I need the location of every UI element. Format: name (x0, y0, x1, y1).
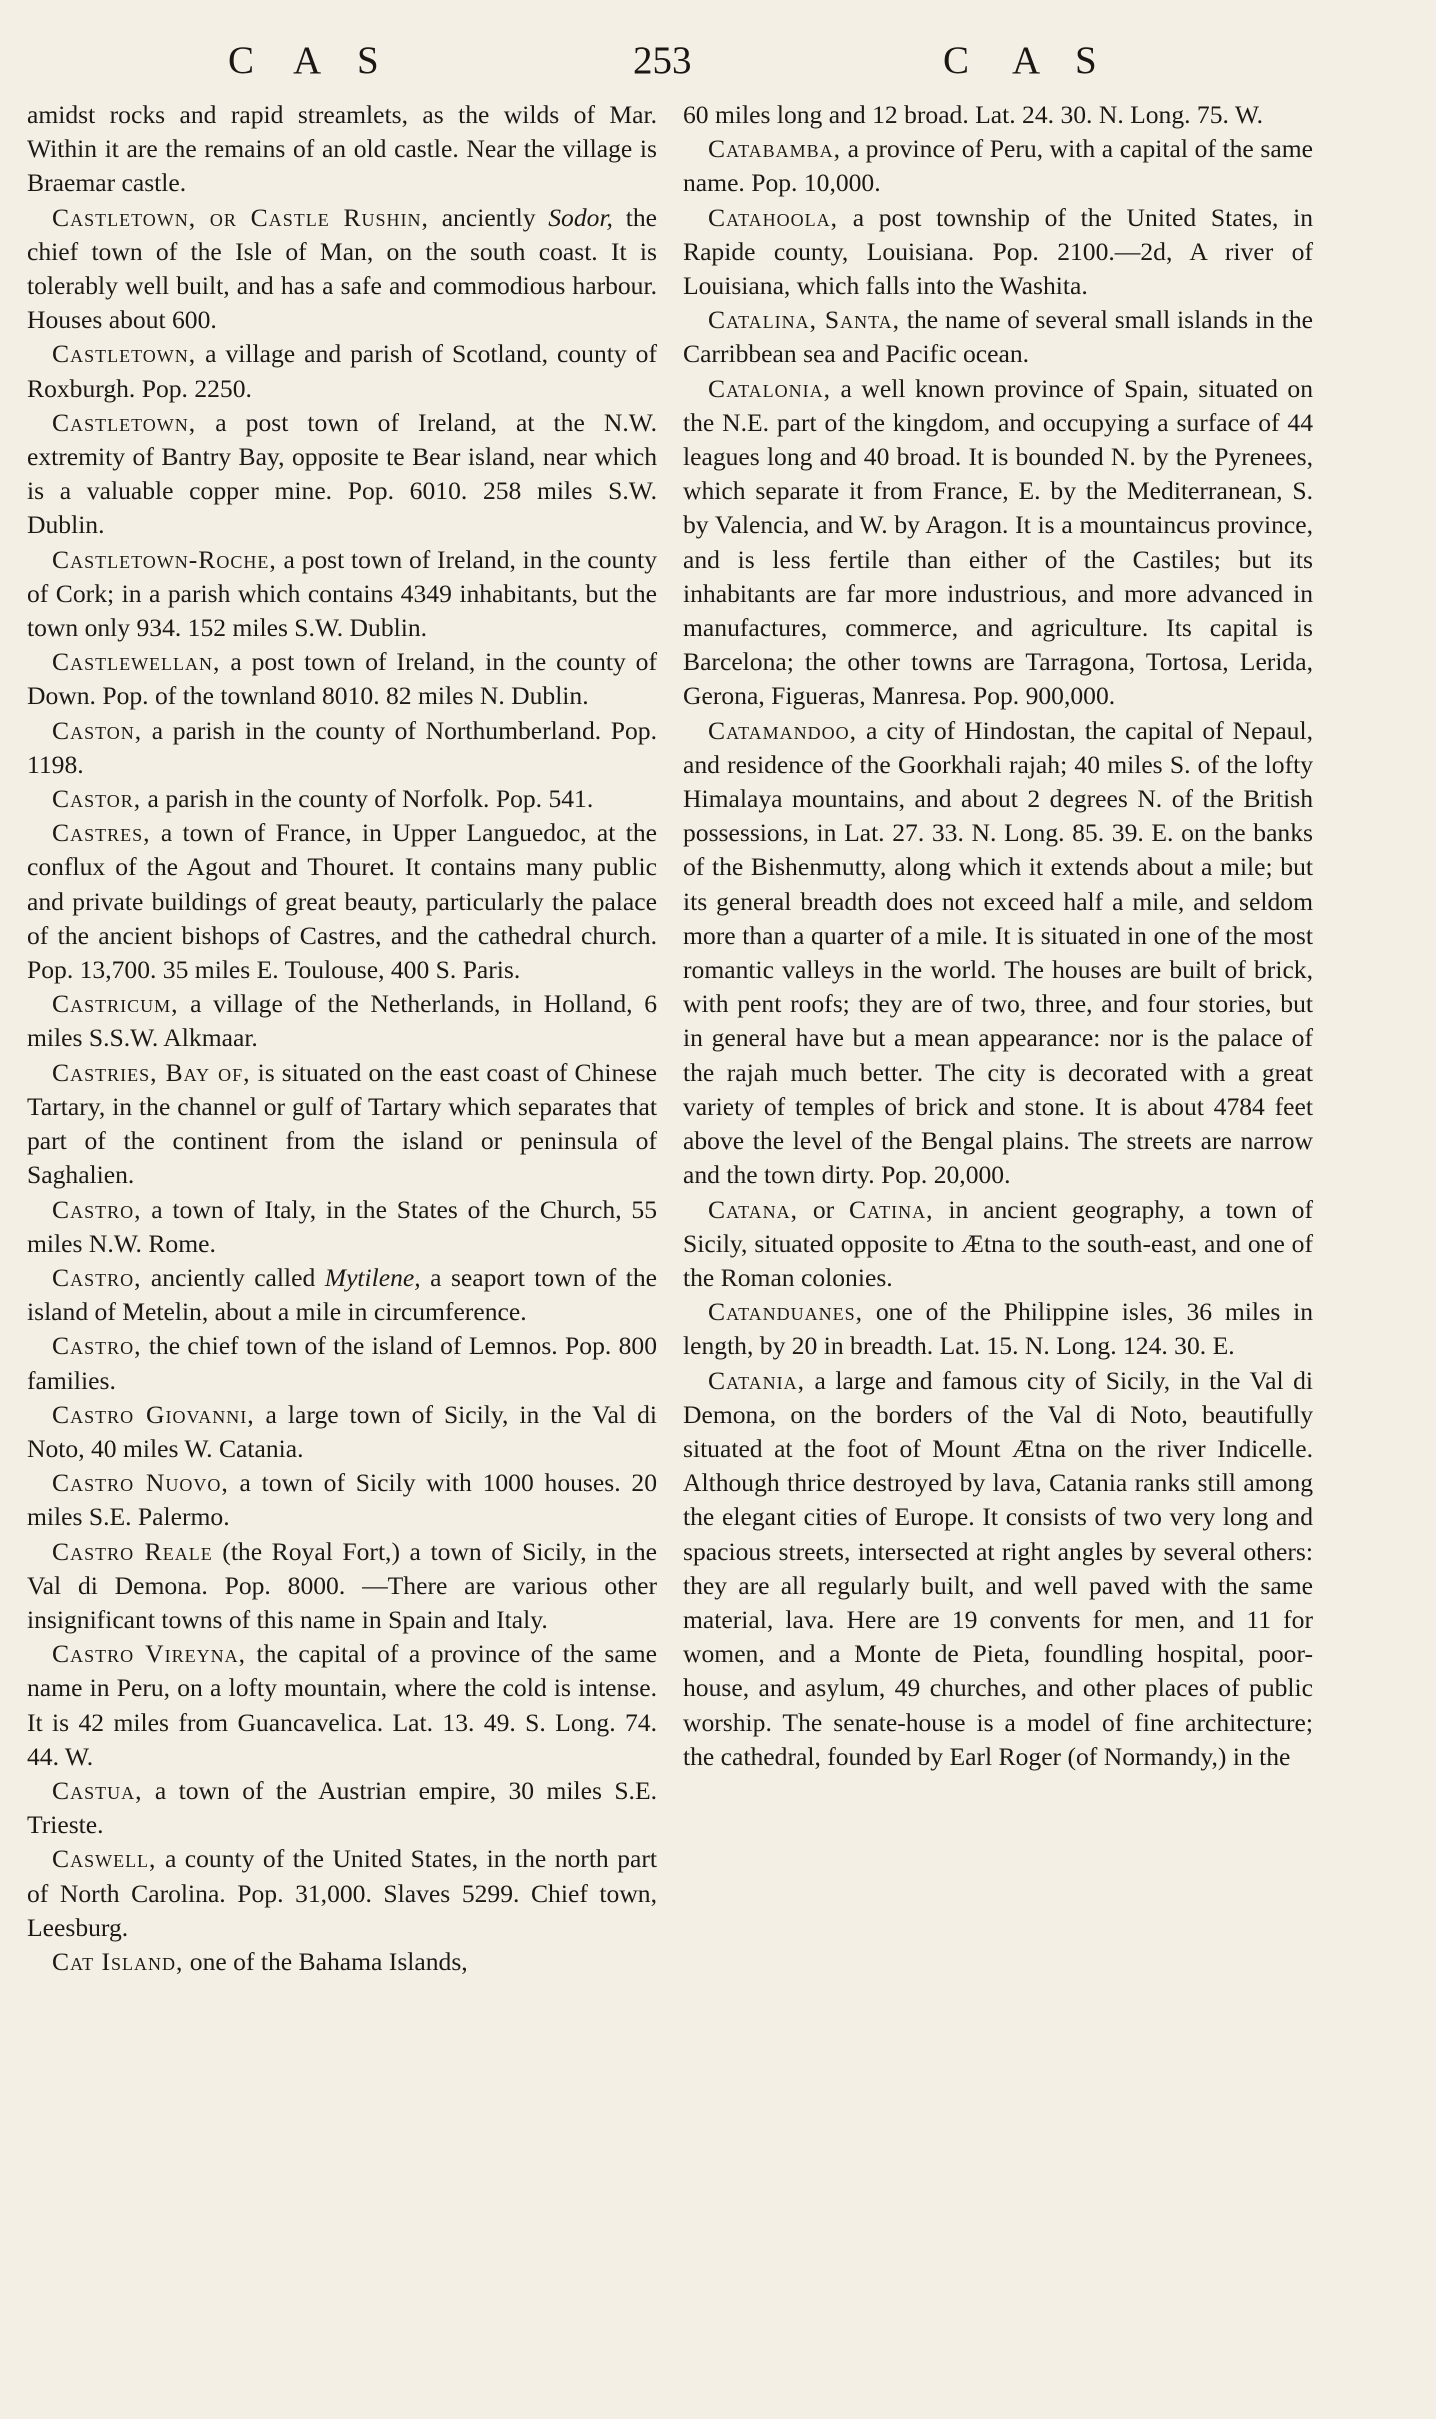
gazetteer-entry (683, 303, 1313, 371)
entry-text: a post town of Ireland, at the N.W. extremity of Bantry Bay, opposite te Bear island, near which is a valuable copper mine. Pop. 6010. 258 miles S.W. Dublin. (27, 407, 657, 540)
gazetteer-entry (27, 543, 657, 646)
entry-text: the chief town of the island of Lemnos. Pop. 800 families. (27, 1331, 657, 1395)
entry-headword: Catana, (708, 1194, 799, 1224)
gazetteer-entry (683, 201, 1313, 304)
entry-text: in ancient geography, a town of Sicily, situated opposite to Ætna to the south-east, and one of the Roman colonies. (683, 1194, 1313, 1292)
entry-text: anciently (428, 202, 549, 232)
entry-headword: Castro Nuovo, (52, 1468, 229, 1498)
entry-text: a village of the Netherlands, in Holland, 6 miles S.S.W. Alkmaar. (27, 989, 657, 1053)
gazetteer-entry (27, 1261, 657, 1329)
entry-headword: Castres, (52, 818, 151, 848)
header-letter: C (228, 39, 255, 82)
left-column (27, 98, 657, 1979)
header-letter: S (1075, 39, 1097, 82)
gazetteer-entry (27, 337, 657, 405)
entry-headword: Catania, (708, 1365, 806, 1395)
gazetteer-entry (27, 1945, 657, 1979)
entry-text: amidst rocks and rapid streamlets, as the wilds of Mar. Within it are the remains of an old castle. Near the village is Braemar castle. (27, 100, 657, 198)
entry-headword: Castletown, or Castle Rushin, (52, 202, 429, 232)
gazetteer-entry (27, 1774, 657, 1842)
gazetteer-entry (27, 987, 657, 1055)
entry-text: 60 miles long and 12 broad. Lat. 24. 30. N. Long. 75. W. (683, 100, 1264, 129)
entry-headword: Castro, (52, 1194, 142, 1224)
entry-italic: Sodor, (548, 202, 613, 232)
entry-text: a parish in the county of Northumberland. Pop. 1198. (27, 715, 657, 779)
entry-text: a parish in the county of Norfolk. Pop. 541. (141, 784, 594, 814)
entry-headword: Catanduanes, (708, 1297, 864, 1327)
gazetteer-entry (27, 1535, 657, 1638)
page-number: 253 (633, 39, 692, 82)
header-letter: A (293, 39, 322, 82)
entry-headword: Castletown, (52, 407, 197, 437)
entry-text: the capital of a province of the same name in Peru, on a lofty mountain, where the cold is intense. It is 42 miles from Guancavelica. Lat. 13. 49. S. Long. 74. 44. W. (27, 1639, 658, 1771)
entry-headword: Catamandoo, (708, 715, 858, 745)
entry-text: (the Royal Fort,) a town of Sicily, in the Val di Demona. Pop. 8000. —There are various other insignificant towns of this name in Spain and Italy. (27, 1536, 657, 1634)
entry-headword: Catalonia, (708, 373, 832, 403)
gazetteer-entry (683, 372, 1313, 714)
gazetteer-entry (683, 98, 1313, 132)
entry-headword: Castries, Bay of, (52, 1057, 251, 1087)
entry-text: a county of the United States, in the north part of North Carolina. Pop. 31,000. Slaves 5299. Chief town, Leesburg. (27, 1844, 657, 1942)
entry-headword: Castro Giovanni, (52, 1399, 255, 1429)
entry-headword: Cat Island, (52, 1946, 184, 1976)
gazetteer-entry (27, 1398, 657, 1466)
header-letter: C (943, 39, 970, 82)
entry-text: a town of Italy, in the States of the Church, 55 miles N.W. Rome. (27, 1194, 657, 1258)
right-column (683, 98, 1313, 1774)
gazetteer-entry (683, 1295, 1313, 1363)
gazetteer-entry (27, 1637, 657, 1774)
entry-headword: Castro, (52, 1262, 142, 1292)
entry-text: a town of France, in Upper Languedoc, at the conflux of the Agout and Thouret. It contains many public and private buildings of great beauty, particularly the palace of the ancient bishops of Castres, and the cathedral church. Pop. 13,700. 35 miles E. Toulouse, 400 S. Paris. (27, 818, 657, 985)
entry-headword: Castletown-Roche, (52, 544, 277, 574)
entry-text: a post township of the United States, in Rapide county, Louisiana. Pop. 2100.—2d, A river of Louisiana, which falls into the Washita. (683, 202, 1313, 301)
entry-text: a well known province of Spain, situated on the N.E. part of the kingdom, and occupying a surface of 44 leagues long and 40 broad. It is bounded N. by the Pyrenees, which separate it from France, E. by the Mediterranean, S. by Valencia, and W. by Aragon. It is a mountaincus province, and is less fertile than either of the Castiles; but its inhabitants are far more industrious, and more advanced in manufactures, commerce, and agriculture. Its capital is Barcelona; the other towns are Tarragona, Tortosa, Lerida, Gerona, Figueras, Manresa. Pop. 900,000. (683, 373, 1313, 711)
gazetteer-entry (27, 406, 657, 543)
entry-headword: Castlewellan, (52, 647, 221, 677)
entry-headword: Catalina, Santa, (708, 305, 901, 335)
entry-headword: Catina, (849, 1194, 934, 1224)
entry-headword: Castletown, (52, 339, 197, 369)
entry-text: a province of Peru, with a capital of the same name. Pop. 10,000. (683, 134, 1313, 198)
entry-text: one of the Bahama Islands, (183, 1946, 468, 1976)
gazetteer-entry (27, 645, 657, 713)
gazetteer-entry (27, 816, 657, 987)
entry-headword: Castor, (52, 784, 142, 814)
gazetteer-entry (683, 714, 1313, 1193)
entry-text: the chief town of the Isle of Man, on the south coast. It is tolerably well built, and has a safe and commodious harbour. Houses about 600. (27, 202, 657, 335)
gazetteer-entry (683, 1364, 1313, 1774)
gazetteer-entry (683, 132, 1313, 200)
gazetteer-entry (27, 98, 657, 201)
entry-text: a town of Sicily with 1000 houses. 20 miles S.E. Palermo. (27, 1468, 657, 1532)
gazetteer-entry (27, 1193, 657, 1261)
entry-text: a town of the Austrian empire, 30 miles S.E. Trieste. (27, 1775, 657, 1840)
entry-text: or (798, 1194, 850, 1224)
entry-headword: Castricum, (52, 989, 179, 1019)
header-letter: A (1012, 39, 1041, 82)
running-header (0, 38, 1436, 88)
entry-text: a post town of Ireland, in the county of Cork; in a parish which contains 4349 inhabitants, but the town only 934. 152 miles S.W. Dublin. (27, 544, 657, 643)
entry-text: one of the Philippine isles, 36 miles in length, by 20 in breadth. Lat. 15. N. Long. 124. 30. E. (683, 1297, 1313, 1361)
gazetteer-entry (27, 1329, 657, 1397)
entry-text: a large town of Sicily, in the Val di Noto, 40 miles W. Catania. (27, 1399, 657, 1463)
entry-headword: Caston, (52, 715, 143, 745)
gazetteer-entry (27, 1466, 657, 1534)
entry-text: is situated on the east coast of Chinese Tartary, in the channel or gulf of Tartary which separates that part of the continent from the island or peninsula of Saghalien. (27, 1057, 657, 1190)
entry-headword: Castro Reale (52, 1536, 213, 1566)
entry-text: a seaport town of the island of Metelin, about a mile in circumference. (27, 1262, 657, 1327)
entry-headword: Castro Vireyna, (52, 1639, 247, 1669)
entry-headword: Catabamba, (708, 134, 842, 164)
gazetteer-entry (27, 201, 657, 338)
gazetteer-entry (683, 1193, 1313, 1296)
entry-headword: Catahoola, (708, 202, 839, 232)
entry-text: a village and parish of Scotland, county of Roxburgh. Pop. 2250. (27, 339, 657, 403)
entry-italic: Mytilene, (324, 1262, 421, 1292)
gazetteer-entry (27, 782, 657, 816)
entry-text: a city of Hindostan, the capital of Nepaul, and residence of the Goorkhali rajah; 40 miles S. of the lofty Himalaya mountains, and about 2 degrees N. of the British possessions, in Lat. 27. 33. N. Long. 85. 39. E. on the banks of the Bishenmutty, along which it extends about a mile; but its general breadth does not exceed half a mile, and seldom more than a quarter of a mile. It is situated in one of the most romantic valleys in the world. The houses are built of brick, with pent roofs; they are of two, three, and four stories, but in general have but a mean appearance: nor is the palace of the rajah much better. The city is decorated with a great variety of temples of brick and stone. It is about 4784 feet above the level of the Bengal plains. The streets are narrow and the town dirty. Pop. 20,000. (683, 715, 1313, 1190)
gazetteer-entry (27, 1056, 657, 1193)
gazetteer-entry (27, 1842, 657, 1945)
entry-text: a large and famous city of Sicily, in the Val di Demona, on the borders of the Val di Noto, beautifully situated at the foot of Mount Ætna on the river Indicelle. Although thrice destroyed by lava, Catania ranks still among the elegant cities of Europe. It consists of two very long and spacious streets, intersected at right angles by several others: they are all regularly built, and well paved with the same material, lava. Here are 19 convents for men, and 11 for women, and a Monte de Pieta, foundling hospital, poor-house, and asylum, 49 churches, and other places of public worship. The senate-house is a model of fine architecture; the cathedral, founded by Earl Roger (of Normandy,) in the (683, 1365, 1313, 1771)
entry-headword: Caswell, (52, 1844, 157, 1874)
entry-text: a post town of Ireland, in the county of Down. Pop. of the townland 8010. 82 miles N. Dublin. (27, 647, 657, 711)
entry-headword: Castro, (52, 1331, 142, 1361)
header-letter: S (357, 39, 379, 82)
gazetteer-entry (27, 714, 657, 782)
entry-text: the name of several small islands in the Carribbean sea and Pacific ocean. (683, 305, 1313, 369)
entry-headword: Castua, (52, 1775, 143, 1805)
entry-text: anciently called (141, 1262, 325, 1292)
